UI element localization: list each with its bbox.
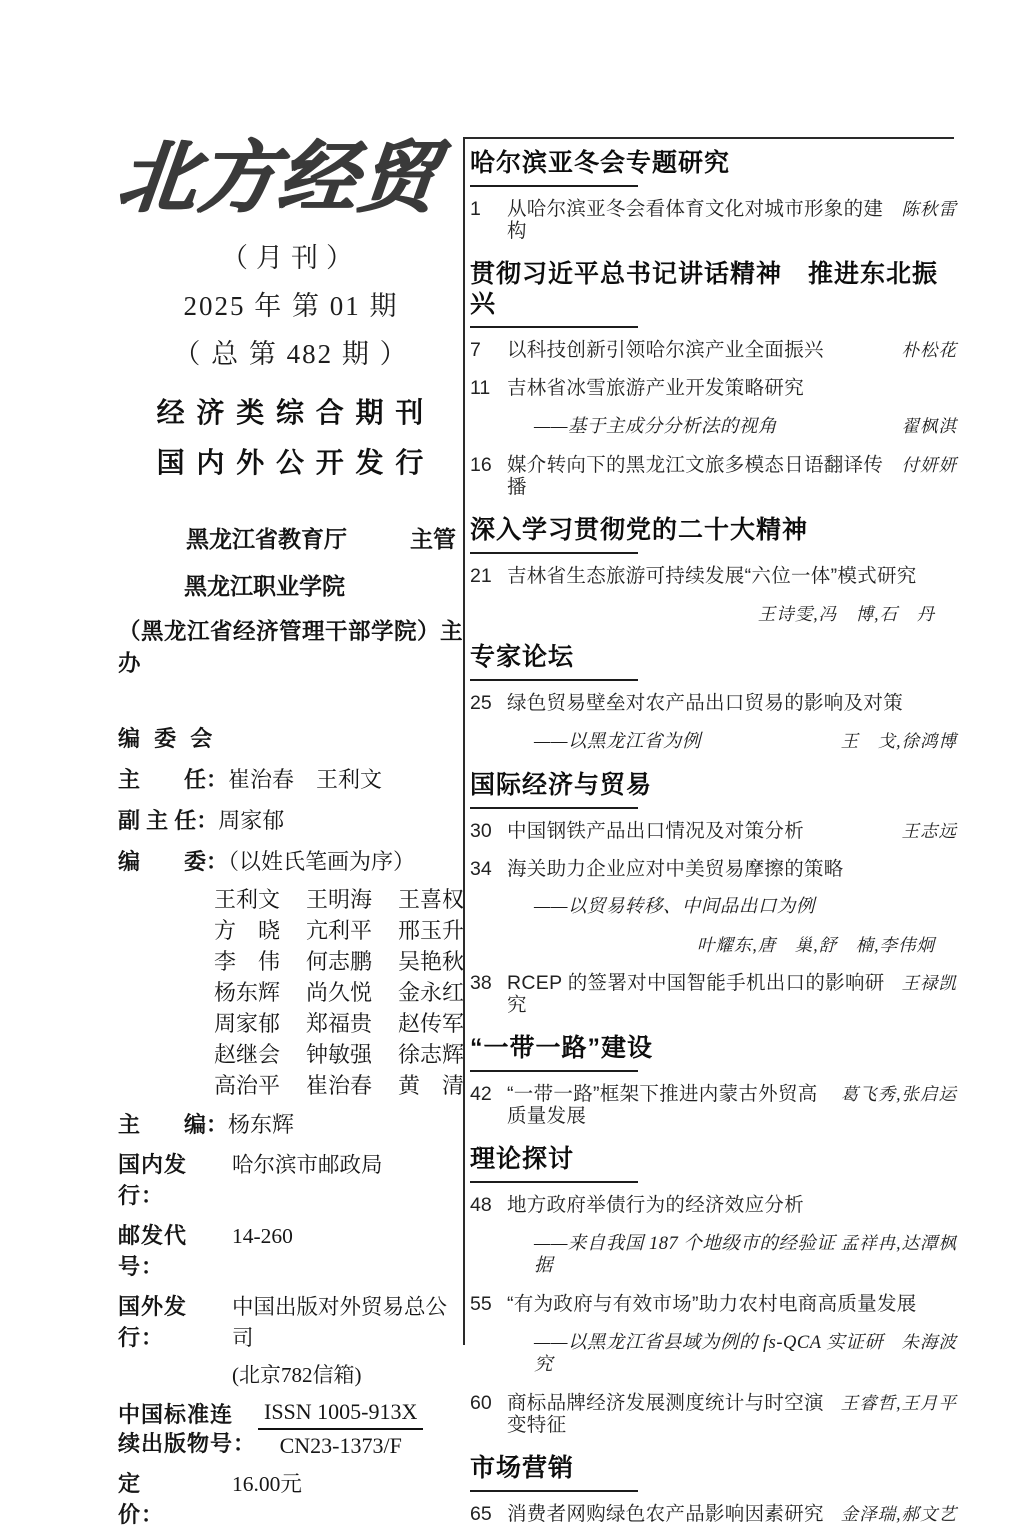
toc-item-title: 媒介转向下的黑龙江文旅多模态日语翻译传播	[507, 454, 884, 498]
toc-item-page: 48	[470, 1194, 492, 1216]
toc-item-row	[470, 1075, 957, 1135]
cn-number: CN23-1373/F	[279, 1433, 402, 1458]
board-member-row	[214, 946, 464, 977]
board-member-name: 王喜权	[397, 887, 464, 912]
toc-section-heading: 理论探讨	[470, 1145, 575, 1173]
toc-section-heading: “一带一路”建设	[470, 1034, 654, 1062]
toc-item-row	[470, 1495, 957, 1533]
toc-section-heading: 市场营销	[470, 1454, 575, 1482]
board-member-row	[214, 884, 464, 915]
toc-author-line: 叶耀东,唐 巢,舒 楠,李伟炯	[696, 935, 935, 955]
board-member-name: 杨东辉	[214, 980, 281, 1005]
journal-category-line: 经 济 类 综 合 期 刊	[156, 397, 426, 428]
toc-section	[470, 1024, 957, 1135]
toc-item-page: 34	[470, 858, 492, 880]
issn-label-line2: 续出版物号：	[118, 1431, 257, 1456]
journal-frequency: （月刊）	[221, 243, 361, 273]
toc-item-page: 25	[470, 692, 492, 714]
board-editors-note: （以姓氏笔画为序）	[228, 849, 416, 874]
board-member-name: 黄 清	[397, 1073, 464, 1098]
board-member-name: 何志鹏	[305, 949, 372, 974]
chief-editor-name: 杨东辉	[228, 1112, 295, 1137]
journal-distribution-line: 国 内 外 公 开 发 行	[156, 447, 426, 478]
board-member-name: 赵传军	[397, 1011, 464, 1036]
board-member-name: 徐志辉	[397, 1042, 464, 1067]
toc-section	[470, 761, 957, 1024]
board-deputy-names: 周家郁	[218, 808, 285, 833]
foreign-distribution-label: 国外发行：	[118, 1294, 188, 1350]
toc-section	[470, 250, 957, 506]
board-member-name: 赵继会	[214, 1042, 281, 1067]
toc-left-border-line	[463, 137, 465, 1345]
toc-item-row	[470, 446, 957, 506]
board-editors-row	[118, 845, 464, 876]
toc-item-author: 翟枫淇	[901, 416, 957, 436]
toc-item-author: 王 戈,徐鸿博	[840, 731, 957, 751]
host-org-secondary: （黑龙江省经济管理干部学院）主办	[118, 619, 464, 676]
domestic-distribution-value: 哈尔滨市邮政局	[232, 1153, 383, 1177]
toc-item-row	[470, 1285, 957, 1323]
journal-logo-calligraphy: 北方经贸	[113, 134, 443, 221]
board-member-name: 李 伟	[214, 949, 281, 974]
table-of-contents	[470, 139, 957, 1533]
domestic-distribution-row	[118, 1148, 464, 1210]
board-member-name: 王利文	[214, 887, 281, 912]
toc-item-author: 葛飞秀,张启运	[840, 1084, 957, 1104]
toc-section-rule	[470, 1181, 638, 1183]
board-member-name: 崔治春	[305, 1073, 372, 1098]
toc-item-title: 以科技创新引领哈尔滨产业全面振兴	[507, 339, 824, 361]
toc-section	[470, 1444, 957, 1533]
toc-section-heading: 深入学习贯彻党的二十大精神	[470, 516, 809, 544]
domestic-distribution-label: 国内发行：	[118, 1152, 188, 1208]
toc-item-author: 朱海波	[901, 1332, 957, 1352]
chief-editor-row	[118, 1108, 464, 1139]
postal-code-value: 14-260	[232, 1224, 293, 1248]
toc-item-page: 11	[470, 377, 491, 399]
board-member-row	[214, 1008, 464, 1039]
toc-item-row	[470, 964, 957, 1024]
price-label: 定 价：	[118, 1471, 188, 1527]
toc-author-line: 王诗雯,冯 博,石 丹	[757, 604, 935, 624]
board-member-name: 钟敏强	[305, 1042, 372, 1067]
board-member-row	[214, 1039, 464, 1070]
toc-section-rule	[470, 1490, 638, 1492]
journal-info-column	[113, 126, 464, 1139]
toc-item-row	[470, 331, 957, 369]
board-member-name: 吴艳秋	[397, 949, 464, 974]
toc-section-heading: 哈尔滨亚冬会专题研究	[470, 149, 731, 177]
postal-code-label: 邮发代号：	[118, 1223, 188, 1279]
toc-section	[470, 506, 957, 633]
chief-editor-label: 主 编：	[118, 1112, 229, 1137]
price-value: 16.00元	[232, 1472, 302, 1496]
board-director-names: 崔治春 王利文	[228, 767, 383, 792]
issn-number: ISSN 1005-913X	[258, 1399, 423, 1430]
toc-item-title: 地方政府举债行为的经济效应分析	[507, 1194, 805, 1216]
issn-label	[118, 1400, 258, 1458]
board-director-label: 主 任：	[118, 767, 229, 792]
toc-item-title: 绿色贸易壁垒对农产品出口贸易的影响及对策	[507, 692, 904, 714]
foreign-distribution-row	[118, 1290, 464, 1352]
toc-item-subtitle: ——来自我国 187 个地级市的经验证据	[534, 1234, 836, 1276]
board-member-name: 尚久悦	[305, 980, 372, 1005]
editorial-board-title: 编 委 会	[118, 726, 217, 751]
board-member-name: 周家郁	[214, 1011, 281, 1036]
toc-item-subtitle-row	[470, 1323, 957, 1384]
toc-item-title: 商标品牌经济发展测度统计与时空演变特征	[507, 1392, 824, 1436]
journal-issue-total: （ 总 第 482 期 ）	[173, 339, 409, 369]
supervisor-role: 主管	[410, 526, 456, 552]
toc-item-title: 吉林省冰雪旅游产业开发策略研究	[507, 377, 805, 399]
board-member-name: 邢玉升	[397, 918, 464, 943]
toc-item-subtitle-row	[470, 407, 957, 446]
sponsor-block	[118, 521, 464, 678]
toc-section-rule	[470, 552, 638, 554]
board-deputy-label: 副 主 任：	[118, 808, 219, 833]
toc-item-title: “一带一路”框架下推进内蒙古外贸高质量发展	[507, 1083, 818, 1127]
host-org-primary: 黑龙江职业学院	[184, 573, 345, 599]
toc-item-row	[470, 1186, 957, 1224]
toc-item-subtitle: ——以黑龙江省为例	[534, 732, 701, 752]
toc-item-subtitle: ——以黑龙江省县域为例的 fs-QCA 实证研究	[534, 1333, 884, 1375]
toc-item-row	[470, 369, 957, 407]
price-row	[118, 1467, 464, 1529]
supervisor-org: 黑龙江省教育厅	[186, 526, 347, 552]
foreign-distribution-value: 中国出版对外贸易总公司	[232, 1295, 448, 1350]
toc-item-subtitle-row	[470, 888, 957, 926]
toc-item-row	[470, 1384, 957, 1444]
toc-item-page: 55	[470, 1293, 492, 1315]
toc-section-heading: 贯彻习近平总书记讲话精神 推进东北振兴	[470, 260, 939, 318]
toc-item-title: 从哈尔滨亚冬会看体育文化对城市形象的建构	[507, 198, 884, 242]
toc-item-author: 王禄凯	[901, 973, 957, 993]
toc-section	[470, 1135, 957, 1444]
toc-item-page: 60	[470, 1392, 492, 1414]
toc-item-author: 付妍妍	[901, 455, 957, 475]
toc-section	[470, 139, 957, 250]
toc-item-row	[470, 684, 957, 722]
toc-item-title: RCEP 的签署对中国智能手机出口的影响研究	[507, 972, 885, 1016]
editorial-board-block	[118, 722, 464, 1139]
foreign-distribution-box: (北京782信箱)	[232, 1363, 362, 1387]
toc-item-title: “有为政府与有效市场”助力农村电商高质量发展	[507, 1293, 917, 1315]
board-member-name: 方 晓	[214, 918, 281, 943]
toc-item-author: 王志远	[901, 821, 957, 841]
toc-section-rule	[470, 1070, 638, 1072]
toc-item-page: 30	[470, 820, 492, 842]
toc-item-row	[470, 190, 957, 250]
toc-section	[470, 633, 957, 761]
toc-section-heading: 国际经济与贸易	[470, 771, 653, 799]
toc-item-page: 42	[470, 1083, 492, 1105]
board-member-name: 郑福贵	[305, 1011, 372, 1036]
toc-item-subtitle-row	[470, 722, 957, 761]
issn-label-line1: 中国标准连	[118, 1402, 234, 1427]
issn-values	[258, 1399, 423, 1459]
board-deputy-row	[118, 804, 464, 835]
toc-item-author: 陈秋雷	[901, 199, 957, 219]
toc-item-page: 1	[470, 198, 481, 220]
board-member-row	[214, 1070, 464, 1101]
toc-item-author: 朴松花	[901, 340, 957, 360]
toc-item-title: 吉林省生态旅游可持续发展“六位一体”模式研究	[507, 565, 917, 587]
toc-item-page: 65	[470, 1503, 492, 1525]
toc-item-page: 38	[470, 972, 492, 994]
board-member-list	[118, 884, 464, 1101]
board-member-name: 金永红	[397, 980, 464, 1005]
board-member-name: 亢利平	[305, 918, 372, 943]
toc-section-rule	[470, 679, 638, 681]
postal-code-row	[118, 1219, 464, 1281]
toc-section-rule	[470, 326, 638, 328]
toc-item-title: 中国钢铁产品出口情况及对策分析	[507, 820, 805, 842]
journal-issue-number: 2025 年 第 01 期	[183, 291, 399, 321]
toc-item-row	[470, 557, 957, 595]
board-member-row	[214, 977, 464, 1008]
toc-section-heading: 专家论坛	[470, 643, 575, 671]
publication-info-block	[118, 1148, 464, 1529]
toc-item-subtitle-row	[470, 1224, 957, 1285]
issn-block	[118, 1399, 464, 1459]
supervisor-row	[118, 521, 464, 554]
toc-item-author: 孟祥冉,达潭枫	[840, 1233, 957, 1253]
toc-section-rule	[470, 807, 638, 809]
toc-item-title: 消费者网购绿色农产品影响因素研究	[507, 1503, 824, 1525]
toc-item-subtitle: ——基于主成分分析法的视角	[534, 417, 777, 437]
board-director-row	[118, 763, 464, 794]
toc-item-page: 16	[470, 454, 492, 476]
toc-item-row	[470, 850, 957, 888]
board-member-row	[214, 915, 464, 946]
toc-item-author: 金泽瑞,郝文艺	[840, 1504, 957, 1524]
board-editors-label: 编 委：	[118, 849, 229, 874]
toc-item-subtitle: ——以贸易转移、中间品出口为例	[534, 897, 815, 917]
toc-item-row	[470, 812, 957, 850]
board-member-name: 高治平	[214, 1073, 281, 1098]
board-member-name: 王明海	[305, 887, 372, 912]
toc-item-author: 王睿哲,王月平	[840, 1393, 957, 1413]
toc-item-title: 海关助力企业应对中美贸易摩擦的策略	[507, 858, 844, 880]
toc-section-rule	[470, 185, 638, 187]
toc-item-page: 21	[470, 565, 492, 587]
toc-item-page: 7	[470, 339, 481, 361]
